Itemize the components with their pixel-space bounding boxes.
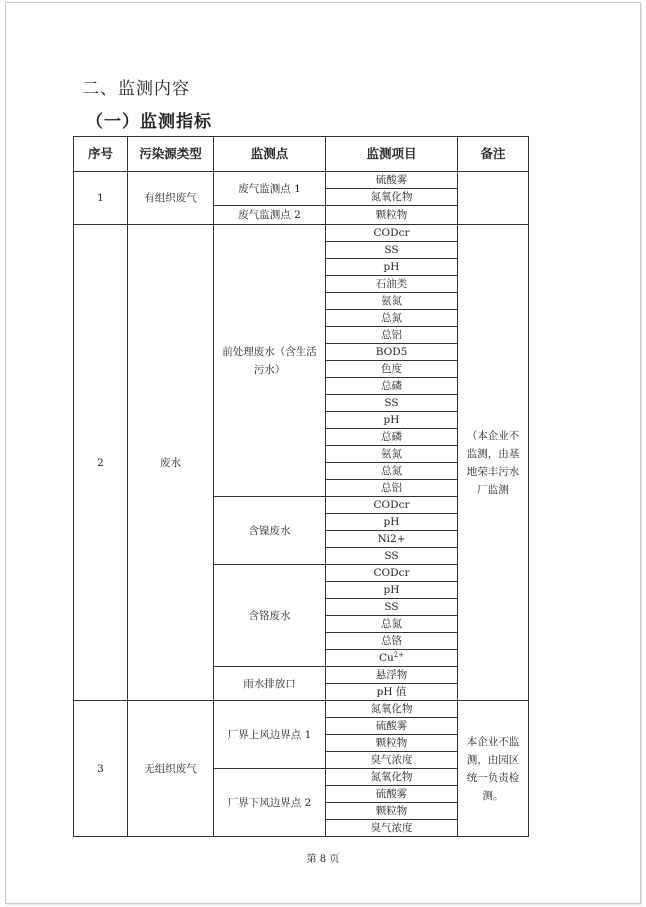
monitor-item [326,225,458,242]
monitor-item [326,582,458,599]
monitor-item [326,718,458,735]
monitor-item [326,599,458,616]
table-row [74,701,529,718]
monitor-item [326,480,458,497]
source-type: 无组织废气 [128,701,214,837]
monitor-item-text: CODcr [373,567,410,579]
monitor-item [326,650,458,667]
monitor-item-text: 颗粒物 [375,805,408,817]
monitor-item [326,769,458,786]
header-monitor-point: 监测点 [214,137,326,172]
monitor-item-text: 总铝 [381,329,402,341]
monitor-item-text: 总磷 [381,380,402,392]
monitor-item-text: pH [383,584,400,596]
header-note: 备注 [458,137,529,172]
monitor-point: 前处理废水（含生活污水） [214,225,326,497]
monitor-item [326,172,458,189]
monitor-point: 厂界下风边界点 2 [214,769,326,837]
monitor-item-text: 总氮 [381,618,402,630]
monitor-item-text: 臭气浓度 [370,822,413,834]
monitor-item-text: 氮氧化物 [370,771,413,783]
monitor-item [326,344,458,361]
section-title: 二、监测内容 [82,79,190,99]
monitor-item [326,276,458,293]
monitor-item [326,514,458,531]
monitor-item [326,701,458,718]
note [458,172,529,225]
table-body [74,172,529,837]
monitor-item-text: CODcr [373,227,410,239]
monitor-item-text: pH [383,414,400,426]
subsection-title: （一）监测指标 [86,112,212,132]
source-type: 有组织废气 [128,172,214,225]
row-number: 2 [74,225,128,701]
monitor-item [326,803,458,820]
row-number: 1 [74,172,128,225]
monitor-item-text: 臭气浓度 [370,754,413,766]
monitor-point: 含铬废水 [214,565,326,667]
header-monitor-item: 监测项目 [326,137,458,172]
monitor-item [326,548,458,565]
monitor-point: 雨水排放口 [214,667,326,701]
ion-charge-superscript: 2+ [393,651,405,659]
monitor-item-text: pH [383,516,400,528]
monitor-item [326,259,458,276]
monitor-item [326,327,458,344]
monitor-item-text: 色度 [381,363,402,375]
monitor-item-text: 石油类 [375,278,408,290]
monitor-item [326,565,458,582]
monitor-item-text: 硫酸雾 [375,788,408,800]
monitor-item [326,395,458,412]
header-source-type: 污染源类型 [128,137,214,172]
monitor-item [326,206,458,225]
monitor-item-text: SS [384,601,399,613]
monitor-item-text: pH 值 [376,686,407,698]
monitor-item [326,310,458,327]
monitor-item-text: SS [384,550,399,562]
monitor-point: 废气监测点 1 [214,172,326,206]
monitor-item-text: 总铝 [381,482,402,494]
monitor-item [326,497,458,514]
table-header-row [74,137,529,172]
monitor-item-text: 悬浮物 [375,669,408,681]
monitor-item-text: pH [383,261,400,273]
monitor-item [326,293,458,310]
monitor-item [326,189,458,206]
monitor-item [326,361,458,378]
monitor-item [326,633,458,650]
monitor-item [326,242,458,259]
monitor-item-text: 总铬 [381,635,402,647]
monitor-item-text: 氮氧化物 [370,703,413,715]
monitor-item [326,820,458,837]
monitor-item-text: CODcr [373,499,410,511]
monitor-item [326,531,458,548]
monitor-item [326,463,458,480]
monitor-item-text: 氨氮 [381,295,402,307]
monitoring-table [73,136,529,837]
page-footer: 第 8 页 [306,854,340,865]
monitor-point: 含镍废水 [214,497,326,565]
monitor-item [326,684,458,701]
monitor-item [326,429,458,446]
monitor-item [326,667,458,684]
table-row [74,225,529,242]
row-number: 3 [74,701,128,837]
monitor-item [326,412,458,429]
monitor-item-text: SS [384,244,399,256]
monitor-item-text: 氮氧化物 [370,191,413,203]
note: （本企业不监测，由基地荣丰污水厂监测 [458,225,529,701]
monitor-item-text: 硫酸雾 [375,720,408,732]
monitor-item [326,752,458,769]
monitor-item-text: Ni2+ [377,533,406,545]
monitor-item [326,378,458,395]
monitor-item-text: BOD5 [375,346,408,358]
monitor-item-text: Cu [378,652,394,664]
monitor-item-text: 硫酸雾 [375,174,408,186]
monitor-item [326,786,458,803]
monitor-item-text: SS [384,397,399,409]
table-row [74,172,529,189]
monitor-item-text: 颗粒物 [375,737,408,749]
monitor-item-text: 氨氮 [381,448,402,460]
monitor-item [326,616,458,633]
monitor-item [326,446,458,463]
monitor-point: 厂界上风边界点 1 [214,701,326,769]
source-type: 废水 [128,225,214,701]
monitor-item-text: 总磷 [381,431,402,443]
note: 本企业不监测，由园区统一负责检测。 [458,701,529,837]
monitor-point: 废气监测点 2 [214,206,326,225]
monitor-item-text: 颗粒物 [375,209,408,221]
monitor-item-text: 总氮 [381,312,402,324]
monitor-item-text: 总氮 [381,465,402,477]
header-no: 序号 [74,137,128,172]
monitor-item [326,735,458,752]
